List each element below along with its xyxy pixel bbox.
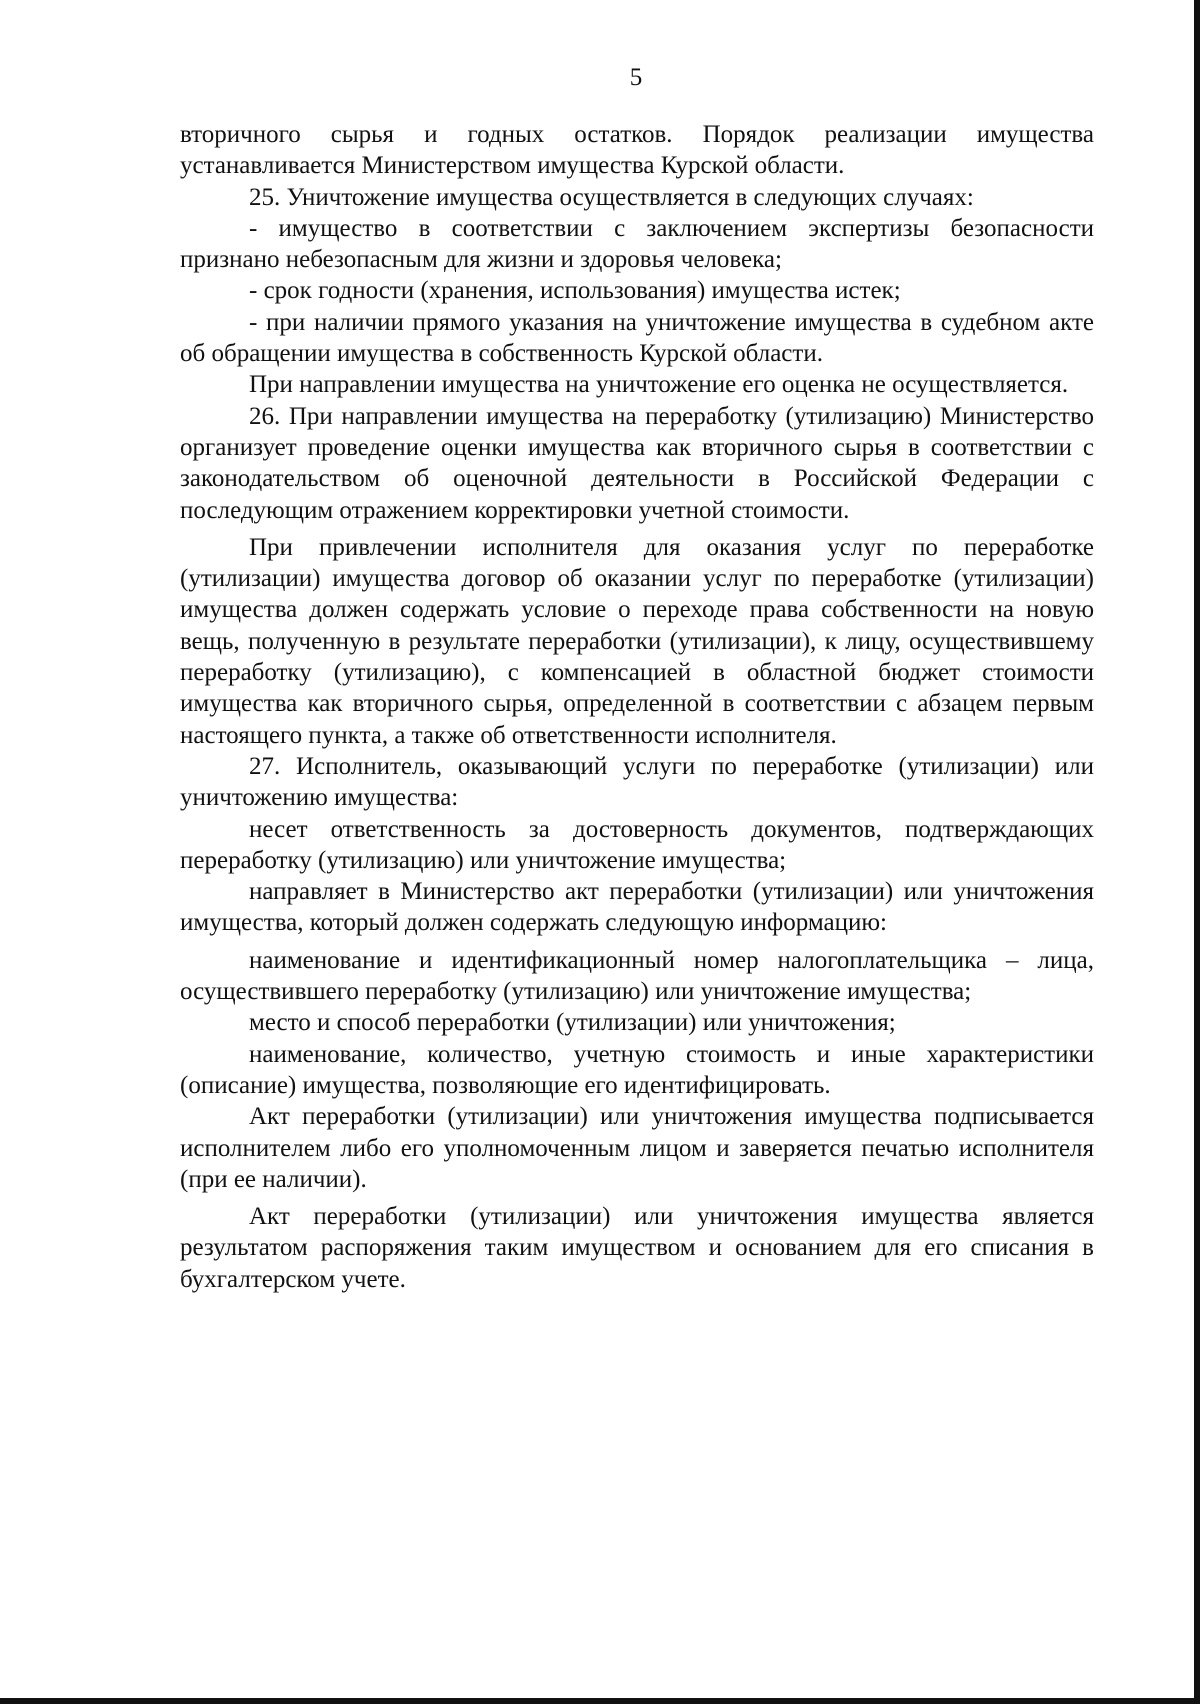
paragraph-clause-26-contract: При привлечении исполнителя для оказания услуг по переработке (утилизации) имущества договор об оказании услуг по переработке (утилизации) имущества должен содержать условие о переходе права собственности на новую вещь, полученную в результате переработки (утилизации), к лицу, осуществившему переработку (утилизацию), с компенсацией в областной бюджет стоимости имущества как вторичного сырья, определенной в соответствии с абзацем первым настоящего пункта, а также об ответственности исполнителя.	[180, 533, 1094, 749]
paragraph-clause-26: 26. При направлении имущества на переработку (утилизацию) Министерство организует проведение оценки имущества как вторичного сырья в соответствии с законодательством об оценочной деятельности в Российской Федерации с последующим отражением корректировки учетной стоимости.	[180, 402, 1094, 524]
paragraph-act-signing: Акт переработки (утилизации) или уничтожения имущества подписывается исполнителем либо его уполномоченным лицом и заверяется печатью исполнителя (при ее наличии).	[180, 1103, 1094, 1193]
paragraph-continuation: вторичного сырья и годных остатков. Порядок реализации имущества устанавливается Министерством имущества Курской области.	[180, 121, 1094, 180]
paragraph-clause-25: 25. Уничтожение имущества осуществляется в следующих случаях:	[249, 183, 974, 211]
paragraph-clause-27-info-2: место и способ переработки (утилизации) или уничтожения;	[249, 1009, 896, 1037]
paragraph-clause-25-item-2: - срок годности (хранения, использования) имущества истек;	[249, 277, 901, 305]
paragraph-clause-25-item-3: - при наличии прямого указания на уничтожение имущества в судебном акте об обращении имущества в собственность Курской области.	[180, 308, 1094, 368]
scan-edge-right	[1194, 0, 1200, 1704]
paragraph-clause-25-note: При направлении имущества на уничтожение его оценка не осуществляется.	[249, 371, 1069, 399]
paragraph-clause-25-item-1: - имущество в соответствии с заключением экспертизы безопасности признано небезопасным для жизни и здоровья человека;	[180, 214, 1094, 274]
paragraph-clause-27: 27. Исполнитель, оказывающий услуги по переработке (утилизации) или уничтожению имущества:	[180, 752, 1094, 812]
paragraph-act-result: Акт переработки (утилизации) или уничтожения имущества является результатом распоряжения таким имуществом и основанием для его списания в бухгалтерском учете.	[180, 1203, 1094, 1293]
paragraph-clause-27-info-1: наименование и идентификационный номер налогоплательщика – лица, осуществившего переработку (утилизацию) или уничтожение имущества;	[180, 946, 1094, 1006]
scan-edge-bottom	[0, 1698, 1200, 1704]
paragraph-clause-27-item-2: направляет в Министерство акт переработки (утилизации) или уничтожения имущества, который должен содержать следующую информацию:	[180, 878, 1094, 937]
paragraph-clause-27-item-1: несет ответственность за достоверность документов, подтверждающих переработку (утилизацию) или уничтожение имущества;	[180, 815, 1094, 874]
page-number: 5	[629, 64, 643, 91]
paragraph-clause-27-info-3: наименование, количество, учетную стоимость и иные характеристики (описание) имущества, позволяющие его идентифицировать.	[180, 1040, 1094, 1099]
document-body	[180, 119, 1094, 1295]
